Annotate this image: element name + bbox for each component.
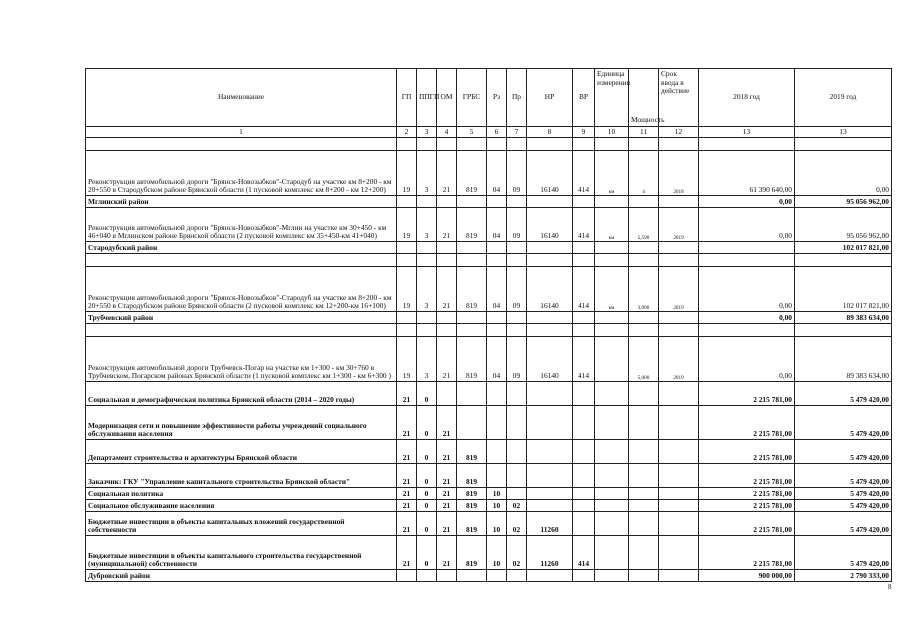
cell-unit — [595, 464, 629, 488]
cell-gp — [397, 312, 417, 324]
cell-rz: 10 — [487, 500, 507, 512]
cell-ppgp: 0 — [417, 464, 437, 488]
header-deadline: Срок ввода в действие — [659, 69, 699, 127]
cell-vr — [573, 196, 595, 208]
cell-ppgp: 3 — [417, 267, 437, 312]
cell-deadline — [659, 570, 699, 582]
cell-power — [629, 440, 659, 464]
cell-rz: 04 — [487, 151, 507, 196]
column-number: 5 — [457, 127, 487, 138]
cell-rz: 04 — [487, 208, 507, 242]
cell-om: 21 — [437, 151, 457, 196]
cell-power: 5,000 — [629, 337, 659, 382]
cell-vr — [573, 488, 595, 500]
cell-y2018: 2 215 781,00 — [699, 500, 795, 512]
cell-y2018: 900 000,00 — [699, 570, 795, 582]
cell-name: Социальная и демографическая политика Брянской области (2014 – 2020 годы) — [86, 382, 397, 406]
cell-y2018: 0,00 — [699, 337, 795, 382]
cell-gp — [397, 242, 417, 254]
cell-grbs — [457, 196, 487, 208]
cell-y2018: 2 215 781,00 — [699, 382, 795, 406]
cell-y2019: 0,00 — [795, 151, 892, 196]
cell-grbs — [457, 382, 487, 406]
header-power: Мощность — [629, 69, 659, 127]
cell-vr — [573, 500, 595, 512]
cell-unit — [595, 337, 629, 382]
cell-power — [629, 570, 659, 582]
cell-power — [629, 406, 659, 440]
cell-unit — [595, 382, 629, 406]
cell-rz — [487, 570, 507, 582]
cell-vr — [573, 406, 595, 440]
column-numbers-row — [86, 127, 892, 138]
cell-np — [527, 196, 573, 208]
table-row — [86, 337, 892, 382]
cell-ppgp: 0 — [417, 406, 437, 440]
cell-om — [437, 312, 457, 324]
cell-om — [437, 242, 457, 254]
cell-y2018: 0,00 — [699, 196, 795, 208]
cell-grbs: 819 — [457, 536, 487, 570]
column-number: 11 — [629, 127, 659, 138]
cell-deadline — [659, 464, 699, 488]
header-vr: ВР — [573, 69, 595, 127]
cell-gp: 19 — [397, 267, 417, 312]
cell-name: Заказчик: ГКУ "Управление капитального строительства Брянской области" — [86, 464, 397, 488]
cell-deadline — [659, 406, 699, 440]
cell-ppgp: 0 — [417, 500, 437, 512]
header-2019: 2019 год — [795, 69, 892, 127]
header-ppgp: ППГП — [417, 69, 437, 127]
cell-deadline — [659, 488, 699, 500]
header-2018: 2018 год — [699, 69, 795, 127]
cell-ppgp: 3 — [417, 337, 437, 382]
cell-gp: 21 — [397, 488, 417, 500]
cell-np — [527, 312, 573, 324]
cell-ppgp — [417, 196, 437, 208]
cell-y2018: 2 215 781,00 — [699, 536, 795, 570]
cell-ppgp: 0 — [417, 488, 437, 500]
table-row — [86, 151, 892, 196]
cell-deadline — [659, 500, 699, 512]
column-number: 13 — [795, 127, 892, 138]
cell-vr: 414 — [573, 151, 595, 196]
cell-unit: км — [595, 151, 629, 196]
table-row — [86, 500, 892, 512]
header-grbs: ГРБС — [457, 69, 487, 127]
cell-pr: 02 — [507, 536, 527, 570]
cell-name: Реконструкция автомобильной дороги Трубчевск-Погар на участке км 1+300 - км 30+760 в Трубчевском, Погарском районах Брянской области (1 пусковой комплекс км 1+300 - км 6+300 ) — [86, 337, 397, 382]
cell-om: 21 — [437, 337, 457, 382]
cell-gp: 21 — [397, 440, 417, 464]
cell-y2019: 89 383 634,00 — [795, 312, 892, 324]
cell-rz: 10 — [487, 488, 507, 500]
cell-y2019: 102 017 821,00 — [795, 242, 892, 254]
cell-deadline: 2019 — [659, 267, 699, 312]
cell-om: 21 — [437, 500, 457, 512]
cell-unit: км — [595, 208, 629, 242]
cell-ppgp: 0 — [417, 536, 437, 570]
cell-om: 21 — [437, 406, 457, 440]
cell-grbs: 819 — [457, 151, 487, 196]
table-row — [86, 242, 892, 254]
table-row — [86, 464, 892, 488]
cell-grbs: 819 — [457, 500, 487, 512]
cell-gp: 21 — [397, 500, 417, 512]
cell-unit — [595, 488, 629, 500]
cell-deadline: 2019 — [659, 337, 699, 382]
cell-ppgp: 0 — [417, 382, 437, 406]
cell-pr — [507, 382, 527, 406]
cell-y2019: 5 479 420,00 — [795, 464, 892, 488]
cell-om — [437, 570, 457, 582]
cell-name: Социальное обслуживание населения — [86, 500, 397, 512]
cell-ppgp: 0 — [417, 440, 437, 464]
table-row — [86, 440, 892, 464]
cell-y2019: 5 479 420,00 — [795, 382, 892, 406]
cell-om — [437, 382, 457, 406]
cell-vr — [573, 242, 595, 254]
cell-pr: 09 — [507, 267, 527, 312]
cell-pr — [507, 312, 527, 324]
cell-y2019: 89 383 634,00 — [795, 337, 892, 382]
cell-grbs: 819 — [457, 267, 487, 312]
spacer-row — [86, 324, 892, 337]
cell-np — [527, 488, 573, 500]
table-row — [86, 488, 892, 500]
cell-vr: 414 — [573, 208, 595, 242]
cell-name: Дубровский район — [86, 570, 397, 582]
cell-y2018: 2 215 781,00 — [699, 488, 795, 500]
cell-ppgp: 3 — [417, 151, 437, 196]
spacer-row — [86, 254, 892, 267]
cell-y2018: 0,00 — [699, 267, 795, 312]
cell-np: 16140 — [527, 337, 573, 382]
cell-np — [527, 406, 573, 440]
cell-name: Модернизация сети и повышение эффективности работы учреждений социального обслуживания населения — [86, 406, 397, 440]
cell-y2018: 2 215 781,00 — [699, 512, 795, 536]
cell-deadline — [659, 536, 699, 570]
cell-np: 16140 — [527, 267, 573, 312]
cell-y2019: 95 056 962,00 — [795, 196, 892, 208]
cell-power — [629, 312, 659, 324]
cell-power — [629, 196, 659, 208]
cell-pr: 02 — [507, 500, 527, 512]
column-number: 13 — [699, 127, 795, 138]
cell-y2019: 5 479 420,00 — [795, 512, 892, 536]
column-number: 3 — [417, 127, 437, 138]
cell-unit — [595, 406, 629, 440]
cell-y2018: 2 215 781,00 — [699, 464, 795, 488]
cell-grbs: 819 — [457, 337, 487, 382]
header-np: НР — [527, 69, 573, 127]
cell-np — [527, 570, 573, 582]
cell-y2019: 5 479 420,00 — [795, 536, 892, 570]
cell-rz — [487, 242, 507, 254]
table-row — [86, 382, 892, 406]
cell-power — [629, 382, 659, 406]
cell-np: 16140 — [527, 151, 573, 196]
cell-rz — [487, 406, 507, 440]
cell-pr — [507, 570, 527, 582]
column-number: 9 — [573, 127, 595, 138]
cell-y2018: 0,00 — [699, 208, 795, 242]
cell-name: Бюджетные инвестиции в объекты капитального строительства государственной (муниципальной) собственности — [86, 536, 397, 570]
cell-vr — [573, 312, 595, 324]
cell-gp: 21 — [397, 536, 417, 570]
cell-grbs: 819 — [457, 208, 487, 242]
cell-vr: 414 — [573, 267, 595, 312]
cell-vr: 414 — [573, 536, 595, 570]
cell-ppgp: 3 — [417, 208, 437, 242]
cell-gp: 21 — [397, 382, 417, 406]
cell-grbs: 819 — [457, 488, 487, 500]
cell-y2018: 0,00 — [699, 312, 795, 324]
cell-grbs — [457, 406, 487, 440]
cell-gp: 19 — [397, 151, 417, 196]
cell-grbs: 819 — [457, 464, 487, 488]
cell-power: 5,590 — [629, 208, 659, 242]
column-number: 1 — [86, 127, 397, 138]
cell-name: Реконструкция автомобильной дороги "Брянск-Новозыбков"-Стародуб на участке км 8+200 - км 20+550 в Стародубском районе Брянской области (1 пусковой комплекс км 8+200 - км 12+200) — [86, 151, 397, 196]
table-row — [86, 512, 892, 536]
cell-unit — [595, 500, 629, 512]
cell-name: Бюджетные инвестиции в объекты капитальных вложений государственной собственности — [86, 512, 397, 536]
table-row — [86, 570, 892, 582]
spacer-row — [86, 138, 892, 151]
table-row — [86, 406, 892, 440]
header-name: Наименование — [86, 69, 397, 127]
cell-rz: 10 — [487, 536, 507, 570]
column-number: 10 — [595, 127, 629, 138]
cell-pr: 09 — [507, 151, 527, 196]
cell-gp: 19 — [397, 337, 417, 382]
cell-grbs: 819 — [457, 440, 487, 464]
cell-power — [629, 512, 659, 536]
column-number: 8 — [527, 127, 573, 138]
budget-table — [85, 68, 892, 582]
table-row — [86, 208, 892, 242]
cell-pr — [507, 242, 527, 254]
column-number: 4 — [437, 127, 457, 138]
header-pr: Пр — [507, 69, 527, 127]
cell-power — [629, 500, 659, 512]
cell-y2018 — [699, 242, 795, 254]
cell-pr: 09 — [507, 337, 527, 382]
cell-power: 3,900 — [629, 267, 659, 312]
cell-gp: 21 — [397, 464, 417, 488]
cell-om: 21 — [437, 512, 457, 536]
header-gp: ГП — [397, 69, 417, 127]
cell-om: 21 — [437, 208, 457, 242]
cell-pr: 02 — [507, 512, 527, 536]
cell-y2019: 95 056 962,00 — [795, 208, 892, 242]
cell-np: 11260 — [527, 536, 573, 570]
cell-deadline: 2019 — [659, 208, 699, 242]
cell-ppgp — [417, 312, 437, 324]
cell-unit — [595, 512, 629, 536]
cell-deadline — [659, 312, 699, 324]
column-number: 12 — [659, 127, 699, 138]
cell-y2019: 2 790 333,00 — [795, 570, 892, 582]
cell-om: 21 — [437, 488, 457, 500]
cell-ppgp — [417, 242, 437, 254]
cell-unit — [595, 570, 629, 582]
cell-vr — [573, 570, 595, 582]
cell-np: 11260 — [527, 512, 573, 536]
cell-rz — [487, 464, 507, 488]
cell-om: 21 — [437, 464, 457, 488]
cell-gp — [397, 196, 417, 208]
cell-power — [629, 242, 659, 254]
table-row — [86, 536, 892, 570]
cell-y2018: 2 215 781,00 — [699, 406, 795, 440]
cell-np — [527, 500, 573, 512]
cell-np — [527, 440, 573, 464]
column-number: 6 — [487, 127, 507, 138]
cell-gp: 21 — [397, 512, 417, 536]
cell-gp: 19 — [397, 208, 417, 242]
cell-pr — [507, 196, 527, 208]
header-rz: Рз — [487, 69, 507, 127]
cell-om — [437, 196, 457, 208]
cell-y2019: 5 479 420,00 — [795, 488, 892, 500]
cell-rz: 04 — [487, 337, 507, 382]
page-number: 8 — [888, 583, 892, 591]
cell-vr — [573, 464, 595, 488]
cell-y2019: 5 479 420,00 — [795, 440, 892, 464]
cell-pr: 09 — [507, 208, 527, 242]
cell-name: Трубчевский район — [86, 312, 397, 324]
cell-deadline — [659, 512, 699, 536]
cell-ppgp: 0 — [417, 512, 437, 536]
cell-vr — [573, 440, 595, 464]
cell-rz: 04 — [487, 267, 507, 312]
header-row — [86, 69, 892, 127]
cell-rz — [487, 196, 507, 208]
cell-y2018: 61 390 640,00 — [699, 151, 795, 196]
cell-y2019: 5 479 420,00 — [795, 406, 892, 440]
cell-unit — [595, 242, 629, 254]
cell-y2019: 5 479 420,00 — [795, 500, 892, 512]
cell-rz — [487, 382, 507, 406]
cell-name: Социальная политика — [86, 488, 397, 500]
cell-om: 21 — [437, 267, 457, 312]
cell-power — [629, 536, 659, 570]
cell-unit — [595, 312, 629, 324]
cell-name: Реконструкция автомобильной дороги "Брянск-Новозыбков"-Стародуб на участке км 8+200 - км 20+550 в Стародубском районе Брянской области (2 пусковой комплекс км 12+200-км 16+100) — [86, 267, 397, 312]
table-row — [86, 267, 892, 312]
cell-power: 4 — [629, 151, 659, 196]
column-number: 7 — [507, 127, 527, 138]
table-row — [86, 312, 892, 324]
cell-np — [527, 242, 573, 254]
cell-np: 16140 — [527, 208, 573, 242]
cell-om: 21 — [437, 440, 457, 464]
cell-grbs — [457, 242, 487, 254]
cell-vr — [573, 382, 595, 406]
cell-deadline: 2018 — [659, 151, 699, 196]
cell-np — [527, 464, 573, 488]
cell-deadline — [659, 242, 699, 254]
cell-pr — [507, 464, 527, 488]
cell-rz — [487, 440, 507, 464]
cell-grbs: 819 — [457, 512, 487, 536]
cell-pr — [507, 440, 527, 464]
cell-rz: 10 — [487, 512, 507, 536]
cell-name: Стародубский район — [86, 242, 397, 254]
cell-name: Департамент строительства и архитектуры Брянской области — [86, 440, 397, 464]
cell-deadline — [659, 196, 699, 208]
cell-unit — [595, 440, 629, 464]
cell-grbs — [457, 570, 487, 582]
cell-pr — [507, 406, 527, 440]
cell-unit — [595, 196, 629, 208]
cell-rz — [487, 312, 507, 324]
column-number: 2 — [397, 127, 417, 138]
cell-vr: 414 — [573, 337, 595, 382]
cell-gp — [397, 570, 417, 582]
cell-om: 21 — [437, 536, 457, 570]
table-row — [86, 196, 892, 208]
cell-deadline — [659, 440, 699, 464]
cell-grbs — [457, 312, 487, 324]
cell-y2018: 2 215 781,00 — [699, 440, 795, 464]
header-om: ОМ — [437, 69, 457, 127]
cell-ppgp — [417, 570, 437, 582]
cell-deadline — [659, 382, 699, 406]
cell-power — [629, 488, 659, 500]
cell-name: Реконструкция автомобильной дороги "Брянск-Новозыбков"-Мглин на участке км 30+450 - км 46+040 в Мглинском районе Брянской области (2 пусковой комплекс км 35+450-км 41+040) — [86, 208, 397, 242]
cell-np — [527, 382, 573, 406]
cell-unit — [595, 536, 629, 570]
cell-pr — [507, 488, 527, 500]
header-unit: Единица измерения — [595, 69, 629, 127]
cell-power — [629, 464, 659, 488]
cell-gp: 21 — [397, 406, 417, 440]
cell-y2019: 102 017 821,00 — [795, 267, 892, 312]
cell-unit: км — [595, 267, 629, 312]
cell-name: Мглинский район — [86, 196, 397, 208]
cell-vr — [573, 512, 595, 536]
